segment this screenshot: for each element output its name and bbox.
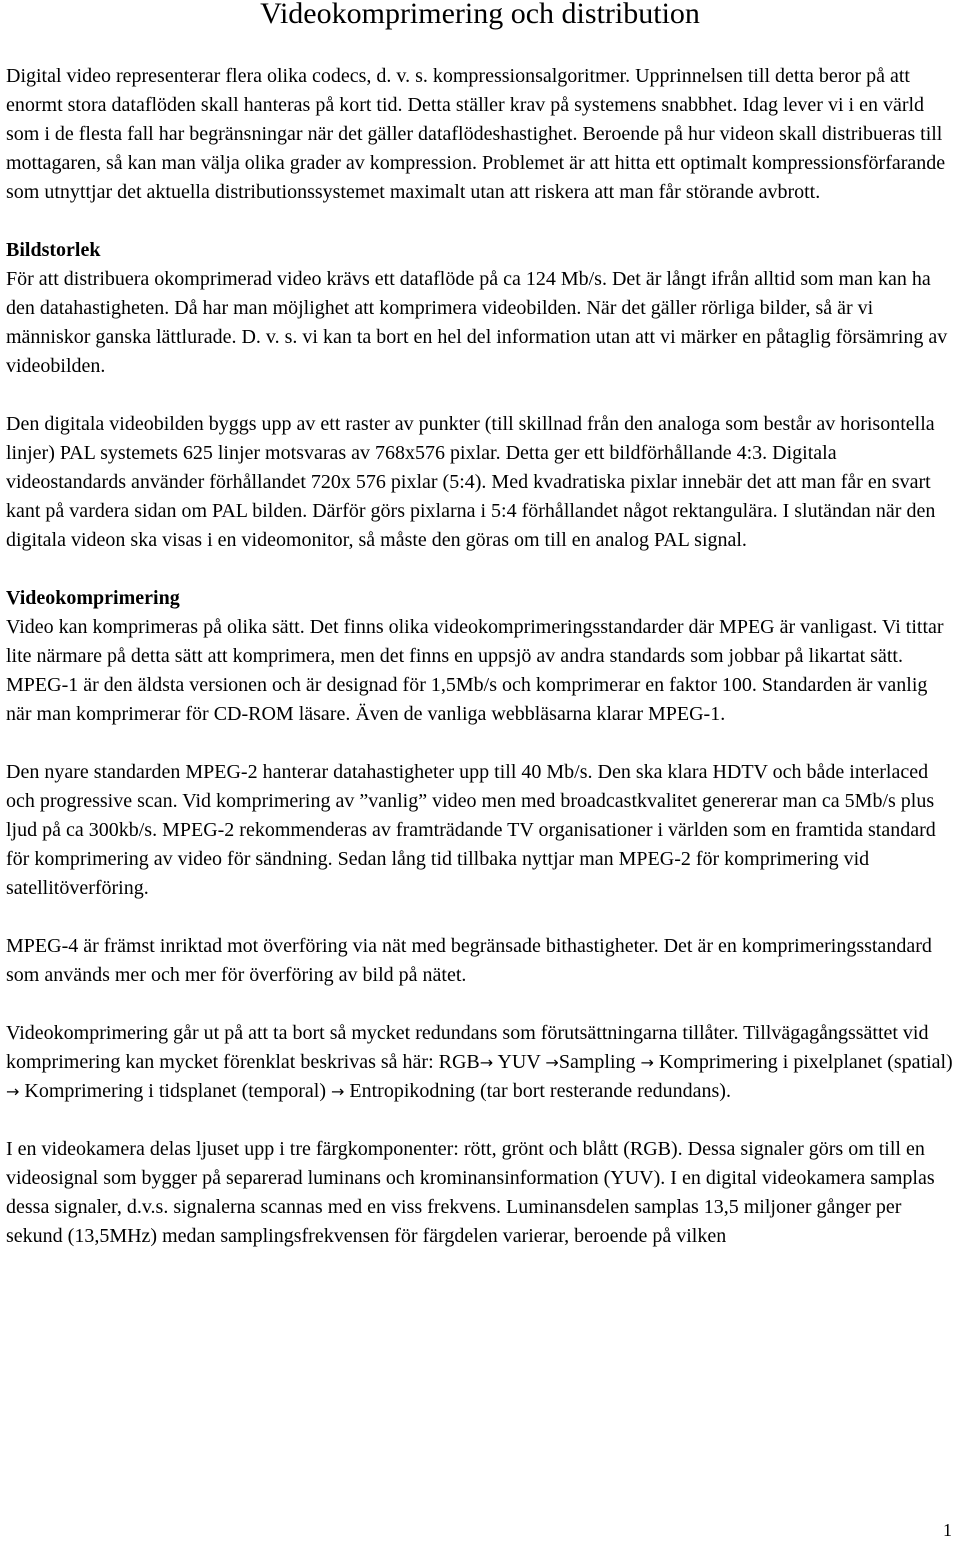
- videokomprimering-paragraph-1: Video kan komprimeras på olika sätt. Det finns olika videokomprimeringsstandarder där MPEG är vanligast. Vi tittar lite närmare på detta sätt att komprimera, men det finns en uppsjö av andra standards som jobbar på likartat sätt. MPEG-1 är den äldsta versionen och är designad för 1,5Mb/s och komprimerar en faktor 100. Standarden är vanlig när man komprimerar för CD-ROM läsare. Även de vanliga webbläsarna klarar MPEG-1.: [6, 616, 944, 725]
- process-step-yuv: YUV: [497, 1051, 541, 1073]
- process-step-entropy: Entropikodning (tar bort resterande redundans).: [349, 1080, 731, 1102]
- process-step-temporal: Komprimering i tidsplanet (temporal): [24, 1080, 326, 1102]
- process-step-sampling: Sampling: [558, 1051, 636, 1073]
- document-body: [6, 62, 954, 1280]
- process-step-spatial: Komprimering i pixelplanet (spatial): [658, 1051, 953, 1073]
- process-lead-text: Videokomprimering går ut på att ta bort så mycket redundans som förutsättningarna tillåter. Tillvägagångssättet vid komprimering kan mycket förenklat beskrivas så här: RGB: [6, 1022, 929, 1073]
- right-arrow-icon: →: [640, 1053, 654, 1072]
- section-bildstorlek: [6, 236, 954, 381]
- videokomprimering-paragraph-2: Den nyare standarden MPEG-2 hanterar datahastigheter upp till 40 Mb/s. Den ska klara HDTV och både interlaced och progressive scan. Vid komprimering av ”vanlig” video men med broadcastkvalitet genererar man ca 5Mb/s plus ljud på ca 300kb/s. MPEG-2 rekommenderas av framträdande TV organisationer i världen som en framtida standard för komprimering av video för sändning. Sedan lång tid tillbaka nyttjar man MPEG-2 för komprimering vid satellitöverföring.: [6, 761, 936, 899]
- right-arrow-icon: →: [545, 1053, 559, 1072]
- right-arrow-icon: →: [331, 1082, 345, 1101]
- document-title: Videokomprimering och distribution: [260, 0, 700, 30]
- videokomprimering-paragraph-5: I en videokamera delas ljuset upp i tre färgkomponenter: rött, grönt och blått (RGB). Dessa signaler görs om till en videosignal som bygger på separerad luminans och krominansinformation (YUV). I en digital videokamera samplas dessa signaler, d.v.s. signalerna scannas med en viss frekvens. Luminansdelen samplas 13,5 miljoner gånger per sekund (13,5MHz) medan samplingsfrekvensen för färgdelen varierar, beroende på vilken: [6, 1138, 935, 1247]
- section-heading-videokomprimering: Videokomprimering: [6, 587, 180, 609]
- bildstorlek-paragraph-1: För att distribuera okomprimerad video krävs ett dataflöde på ca 124 Mb/s. Det är långt ifrån alltid som man kan ha den datahastigheten. Då har man möjlighet att komprimera videobilden. När det gäller rörliga bilder, så är vi människor ganska lättlurade. D. v. s. vi kan ta bort en hel del information utan att vi märker en påtaglig försämring av videobilden.: [6, 268, 948, 377]
- videokomprimering-paragraph-3: MPEG-4 är främst inriktad mot överföring via nät med begränsade bithastigheter. Det är en komprimeringsstandard som används mer och mer för överföring av bild på nätet.: [6, 935, 932, 986]
- intro-paragraph: Digital video representerar flera olika codecs, d. v. s. kompressionsalgoritmer. Upprinnelsen till detta beror på att enormt stora dataflöden skall hanteras på kort tid. Detta ställer krav på systemens snabbhet. Idag lever vi i en värld som i de flesta fall har begränsningar när det gäller dataflödeshastighet. Beroende på hur videon skall distribueras till mottagaren, så kan man välja olika grader av kompression. Problemet är att hitta ett optimalt kompressionsförfarande som utnyttjar det aktuella distributionssystemet maximalt utan att riskera att man får störande avbrott.: [6, 65, 946, 203]
- bildstorlek-paragraph-2: Den digitala videobilden byggs upp av ett raster av punkter (till skillnad från den analoga som består av horisontella linjer) PAL systemets 625 linjer motsvaras av 768x576 pixlar. Detta ger ett bildförhållande 4:3. Digitala videostandards använder förhållandet 720x 576 pixlar (5:4). Med kvadratiska pixlar innebär det att man får en svart kant på vardera sidan om PAL bilden. Därför görs pixlarna i 5:4 förhållandet något rektangulära. I slutändan när den digitala videon ska visas i en videomonitor, så måste den göras om till en analog PAL signal.: [6, 413, 936, 551]
- section-videokomprimering: [6, 584, 954, 729]
- section-heading-bildstorlek: Bildstorlek: [6, 239, 101, 261]
- page-number: 1: [943, 1520, 952, 1540]
- right-arrow-icon: →: [479, 1053, 494, 1072]
- videokomprimering-paragraph-4: [6, 1019, 954, 1106]
- right-arrow-icon: →: [6, 1082, 20, 1101]
